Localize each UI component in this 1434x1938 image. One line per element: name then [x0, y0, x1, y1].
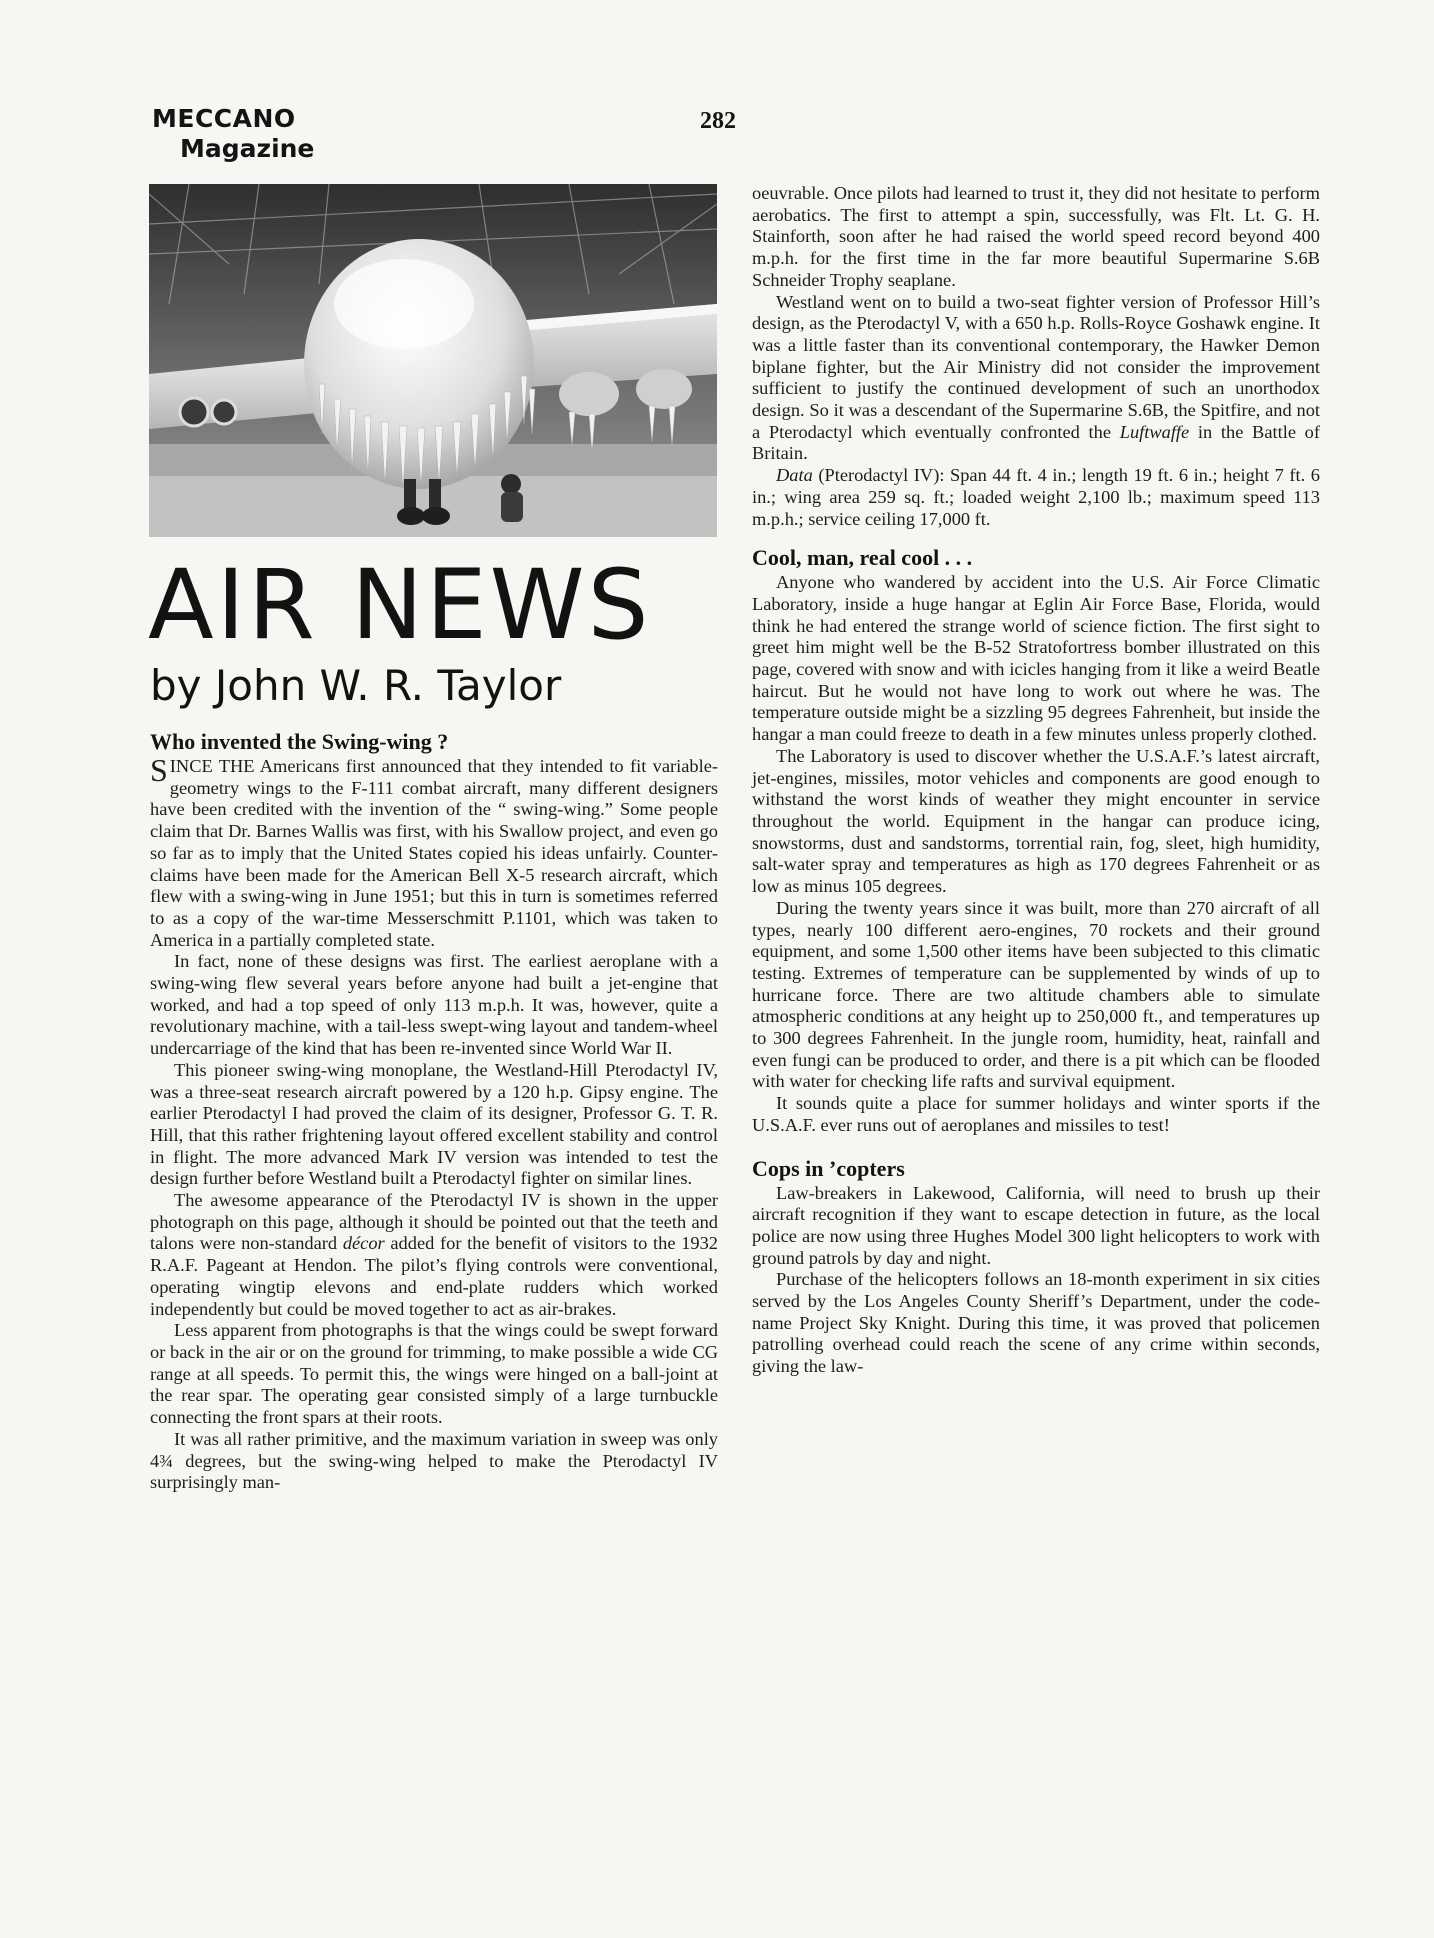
dropcap: S	[150, 752, 168, 788]
heading-cool: Cool, man, real cool . . .	[752, 545, 973, 571]
paragraph: Law-breakers in Lakewood, California, will need to brush up their aircraft recognition if they want to escape detection in future, as the local police are now using three Hughes Model 300 light helicopters to work with ground patrols by day and night.	[752, 1182, 1320, 1268]
headline: AIR NEWS	[148, 549, 652, 661]
paragraph	[150, 752, 718, 951]
paragraph: This pioneer swing-wing monoplane, the Westland-Hill Pterodactyl IV, was a three-seat research aircraft powered by a 120 h.p. Gipsy engine. The earlier Pterodactyl I had proved the claim of its designer, Professor G. T. R. Hill, that this rather frightening layout offered excellent stability and control in flight. The more advanced Mark IV version was intended to test the design further before Westland built a Pterodactyl fighter on similar lines.	[150, 1059, 718, 1189]
byline: by John W. R. Taylor	[150, 661, 562, 710]
paragraph: During the twenty years since it was built, more than 270 aircraft of all types, nearly 100 different aero-engines, 70 rockets and their ground equipment, and some 1,500 other items have been subjected to this climatic testing. Extremes of temperature can be supplemented by winds of up to hurricane force. There are two altitude chambers able to simulate atmospheric conditions at any height up to 250,000 ft., and temperatures up to 300 degrees Fahrenheit. In the jungle room, humidity, heat, rainfall and even fungi can be produced to order, and there is a pit which can be flooded with water for checking life rafts and survival equipment.	[752, 897, 1320, 1092]
paragraph	[752, 465, 1320, 530]
page-number: 282	[700, 108, 736, 134]
paragraph-text: INCE THE Americans first announced that they intended to fit variable-geometry wings to the F-111 combat aircraft, many different designers have been credited with the invention of the “ swing-wing.” Some people claim that Dr. Barnes Wallis was first, with his Swallow project, and even go so far as to imply that the United States copied his ideas unfairly. Counter-claims have been made for the American Bell X-5 research aircraft, which flew with a swing-wing in June 1951; but this in turn is sometimes referred to as a copy of the war-time Messerschmitt P.1101, which was taken to America in a partially completed state.	[150, 756, 718, 950]
paragraph: Anyone who wandered by accident into the U.S. Air Force Climatic Laboratory, inside a huge hangar at Eglin Air Force Base, Florida, would think he had entered the strange world of science fiction. The first sight to greet him might well be the B-52 Stratofortress bomber illustrated on this page, covered with snow and with icicles hanging from it like a weird Beatle haircut. But he would not have long to work out where he was. The temperature outside might be a sizzling 95 degrees Fahrenheit, but inside the hangar a man could freeze to death in a few minutes unless properly clothed.	[752, 572, 1320, 745]
paragraph-text: Westland went on to build a two-seat fighter version of Professor Hill’s design, as the Pterodactyl V, with a 650 h.p. Rolls-Royce Goshawk engine. It was a little faster than its conventional contemporary, the Hawker Demon biplane fighter, but the Air Ministry did not consider the improvement sufficient to justify the continued development of such an unorthodox design. So it was a descendant of the Supermarine S.6B, the Spitfire, and not a Pterodactyl which eventually confronted the	[752, 291, 1320, 442]
paragraph	[150, 1190, 718, 1320]
italic-text: Data	[776, 465, 813, 486]
paragraph-text: added for the benefit of visitors to the 1932 R.A.F. Pageant at Hendon. The pilot’s flying controls were conventional, operating wingtip elevons and end-plate rudders which worked independently but could be moved together to act as air-brakes.	[150, 1233, 718, 1319]
paragraph: oeuvrable. Once pilots had learned to trust it, they did not hesitate to perform aerobatics. The first to attempt a spin, successfully, was Flt. Lt. G. H. Stainforth, soon after he had raised the world speed record beyond 400 m.p.h. for the first time in the far more beautiful Supermarine S.6B Schneider Trophy seaplane.	[752, 183, 1320, 290]
masthead-subtitle: Magazine	[180, 134, 315, 163]
paragraph-text: (Pterodactyl IV): Span 44 ft. 4 in.; length 19 ft. 6 in.; height 7 ft. 6 in.; wing area 259 sq. ft.; loaded weight 2,100 lb.; maximum speed 113 m.p.h.; service ceiling 17,000 ft.	[752, 465, 1320, 529]
paragraph-text: The awesome appearance of the Pterodactyl IV is shown in the upper photograph on this page, although it should be pointed out that the teeth and talons were non-standard	[150, 1190, 718, 1254]
masthead	[152, 104, 314, 164]
heading-cops: Cops in ’copters	[752, 1155, 905, 1181]
paragraph: Less apparent from photographs is that the wings could be swept forward or back in the air or on the ground for trimming, to make possible a wide CG range at all speeds. To permit this, the wings were hinged on a ball-joint at the rear spar. The operating gear consisted simply of a large turnbuckle connecting the front spars at their roots.	[150, 1320, 718, 1428]
paragraph: It sounds quite a place for summer holidays and winter sports if the U.S.A.F. ever runs out of aeroplanes and missiles to test!	[752, 1093, 1320, 1135]
italic-text: Luftwaffe	[1119, 421, 1190, 442]
paragraph	[752, 292, 1320, 466]
photo-iced-bomber	[149, 184, 717, 537]
paragraph-text: in the Battle of Britain.	[752, 421, 1320, 464]
paragraph: In fact, none of these designs was first. The earliest aeroplane with a swing-wing flew several years before anyone had built a jet-engine that worked, and had a top speed of only 113 m.p.h. It was, however, quite a revolutionary machine, with a tail-less swept-wing layout and tandem-wheel undercarriage of the kind that has been re-invented since World War II.	[150, 951, 718, 1059]
paragraph: Purchase of the helicopters follows an 18-month experiment in six cities served by the Los Angeles County Sheriff’s Department, under the code-name Project Sky Knight. During this time, it was proved that policemen patrolling overhead could reach the scene of any crime within seconds, giving the law-	[752, 1269, 1320, 1377]
italic-text: décor	[342, 1233, 385, 1254]
left-column	[150, 728, 718, 1494]
right-column	[752, 183, 1320, 1378]
heading-swing-wing: Who invented the Swing-wing ?	[150, 729, 449, 754]
paragraph: The Laboratory is used to discover whether the U.S.A.F.’s latest aircraft, jet-engines, missiles, motor vehicles and components are good enough to withstand the worst kinds of weather they might encounter in service throughout the world. Equipment in the hangar can produce icing, snowstorms, dust and sandstorms, torrential rain, fog, sleet, high humidity, salt-water spray and temperatures as high as 170 degrees Fahrenheit or as low as minus 105 degrees.	[752, 745, 1320, 897]
paragraph: It was all rather primitive, and the maximum variation in sweep was only 4¾ degrees, but the swing-wing helped to make the Pterodactyl IV surprisingly man-	[150, 1428, 718, 1493]
masthead-title: MECCANO	[152, 104, 296, 133]
